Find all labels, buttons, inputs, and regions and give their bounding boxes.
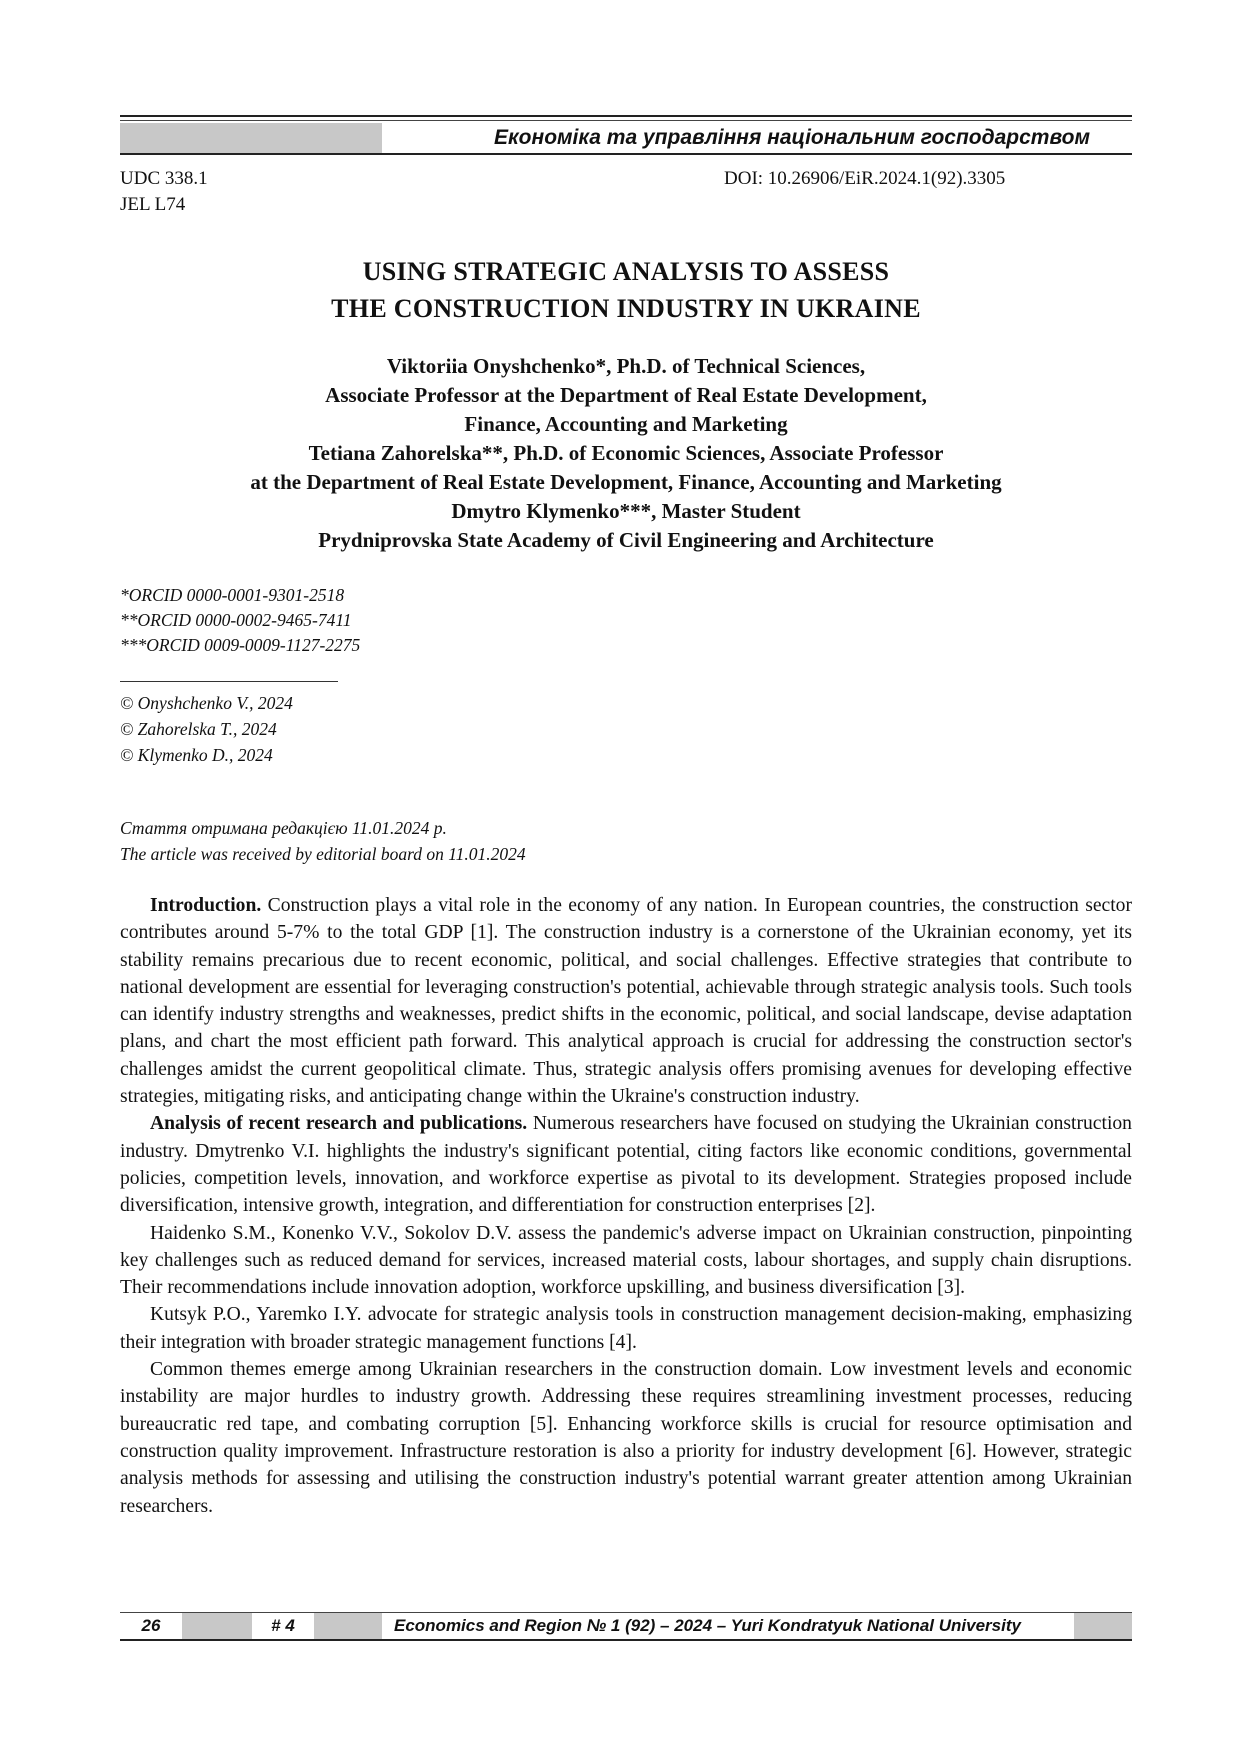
footer-band (120, 1613, 1132, 1639)
running-footer (120, 1612, 1132, 1641)
copyright-list (120, 690, 293, 768)
page-number: 26 (141, 1616, 161, 1635)
analysis-text: Numerous researchers have focused on studying the Ukrainian construction industry. Dmytrenko V.I. highlights the industry's significant potential, citing factors like economic conditions, governmental policies, competition levels, innovation, and workforce expertise as pivotal to its development. Strategies proposed include diversification, intensive growth, integration, and differentiation for construction enterprises [2]. (120, 1113, 1132, 1217)
received-en: The article was received by editorial board on 11.01.2024 (120, 844, 526, 864)
author-line: Associate Professor at the Department of Real Estate Development, (325, 383, 927, 407)
orcid-list (120, 583, 360, 658)
intro-heading: Introduction. (150, 895, 262, 916)
orcid-item: **ORCID 0000-0002-9465-7411 (120, 610, 352, 630)
footer-grey-block (314, 1613, 382, 1639)
footer-grey-block (1074, 1613, 1132, 1639)
copyright-item: © Zahorelska T., 2024 (120, 719, 277, 739)
author-line: Finance, Accounting and Marketing (464, 412, 788, 436)
copyright-item: © Onyshchenko V., 2024 (120, 693, 293, 713)
udc-code: UDC 338.1 (120, 168, 208, 189)
footer-grey-block (182, 1613, 252, 1639)
received-ua: Стаття отримана редакцією 11.01.2024 р. (120, 818, 447, 838)
paragraph: Common themes emerge among Ukrainian researchers in the construction domain. Low investment levels and economic instability are major hurdles to industry growth. Addressing these requires streamlining investment processes, reducing bureaucratic red tape, and combating corruption [5]. Enhancing workforce skills is crucial for resource optimisation and construction quality improvement. Infrastructure restoration is also a priority for industry development [6]. However, strategic analysis methods for assessing and utilising the construction industry's potential warrant greater attention among Ukrainian researchers. (120, 1359, 1132, 1517)
issue-number: # 4 (271, 1616, 295, 1635)
title-line-2: THE CONSTRUCTION INDUSTRY IN UKRAINE (331, 294, 921, 323)
doi: DOI: 10.26906/EiR.2024.1(92).3305 (724, 168, 1006, 189)
author-line: at the Department of Real Estate Development, Finance, Accounting and Marketing (250, 470, 1002, 494)
jel-code: JEL L74 (120, 194, 186, 215)
received-note (120, 815, 526, 867)
footnote-divider (120, 681, 338, 682)
header-rule-thin (120, 120, 1132, 121)
copyright-item: © Klymenko D., 2024 (120, 745, 273, 765)
orcid-item: *ORCID 0000-0001-9301-2518 (120, 585, 345, 605)
header-rule-bottom (120, 153, 1132, 155)
footer-rule-bottom (120, 1639, 1132, 1641)
running-header (120, 115, 1132, 155)
article-body (120, 892, 1132, 1520)
article-title (120, 253, 1132, 327)
header-band (120, 123, 1132, 153)
header-rule-top (120, 115, 1132, 117)
author-line: Prydniprovska State Academy of Civil Engineering and Architecture (318, 528, 934, 552)
paragraph: Kutsyk P.O., Yaremko I.Y. advocate for strategic analysis tools in construction management decision-making, emphasizing their integration with broader strategic management functions [4]. (120, 1304, 1132, 1353)
classification-codes (120, 166, 208, 218)
title-line-1: USING STRATEGIC ANALYSIS TO ASSESS (362, 257, 890, 286)
analysis-heading: Analysis of recent research and publications. (150, 1113, 528, 1135)
author-block (120, 352, 1132, 555)
header-grey-block (120, 123, 382, 153)
intro-text: Construction plays a vital role in the economy of any nation. In European countries, the construction sector contributes around 5-7% to the total GDP [1]. The construction industry is a cornerstone of the Ukrainian economy, yet its stability remains precarious due to recent economic, political, and social challenges. Effective strategies that contribute to national development are essential for leveraging construction's potential, achievable through strategic analysis tools. Such tools can identify industry strengths and weaknesses, predict shifts in the economic, political, and social landscape, devise adaptation plans, and chart the most efficient path forward. This analytical approach is crucial for addressing the construction sector's challenges amidst the current geopolitical climate. Thus, strategic analysis offers promising avenues for developing effective strategies, mitigating risks, and anticipating change within the Ukraine's construction industry. (120, 895, 1132, 1108)
paragraph-analysis (120, 1110, 1132, 1219)
orcid-item: ***ORCID 0009-0009-1127-2275 (120, 635, 361, 655)
journal-title: Економіка та управління національним господарством (494, 126, 1090, 149)
footer-journal: Economics and Region № 1 (92) – 2024 – Yuri Kondratyuk National University (394, 1616, 1021, 1635)
paragraph: Haidenko S.M., Konenko V.V., Sokolov D.V. assess the pandemic's adverse impact on Ukrainian construction, pinpointing key challenges such as reduced demand for services, increased material costs, labour shortages, and supply chain disruptions. Their recommendations include innovation adoption, workforce upskilling, and business diversification [3]. (120, 1222, 1132, 1299)
author-line: Dmytro Klymenko***, Master Student (451, 499, 801, 523)
author-line: Tetiana Zahorelska**, Ph.D. of Economic Sciences, Associate Professor (308, 441, 944, 465)
author-line: Viktoriia Onyshchenko*, Ph.D. of Technical Sciences, (386, 354, 866, 378)
paragraph-introduction (120, 892, 1132, 1110)
